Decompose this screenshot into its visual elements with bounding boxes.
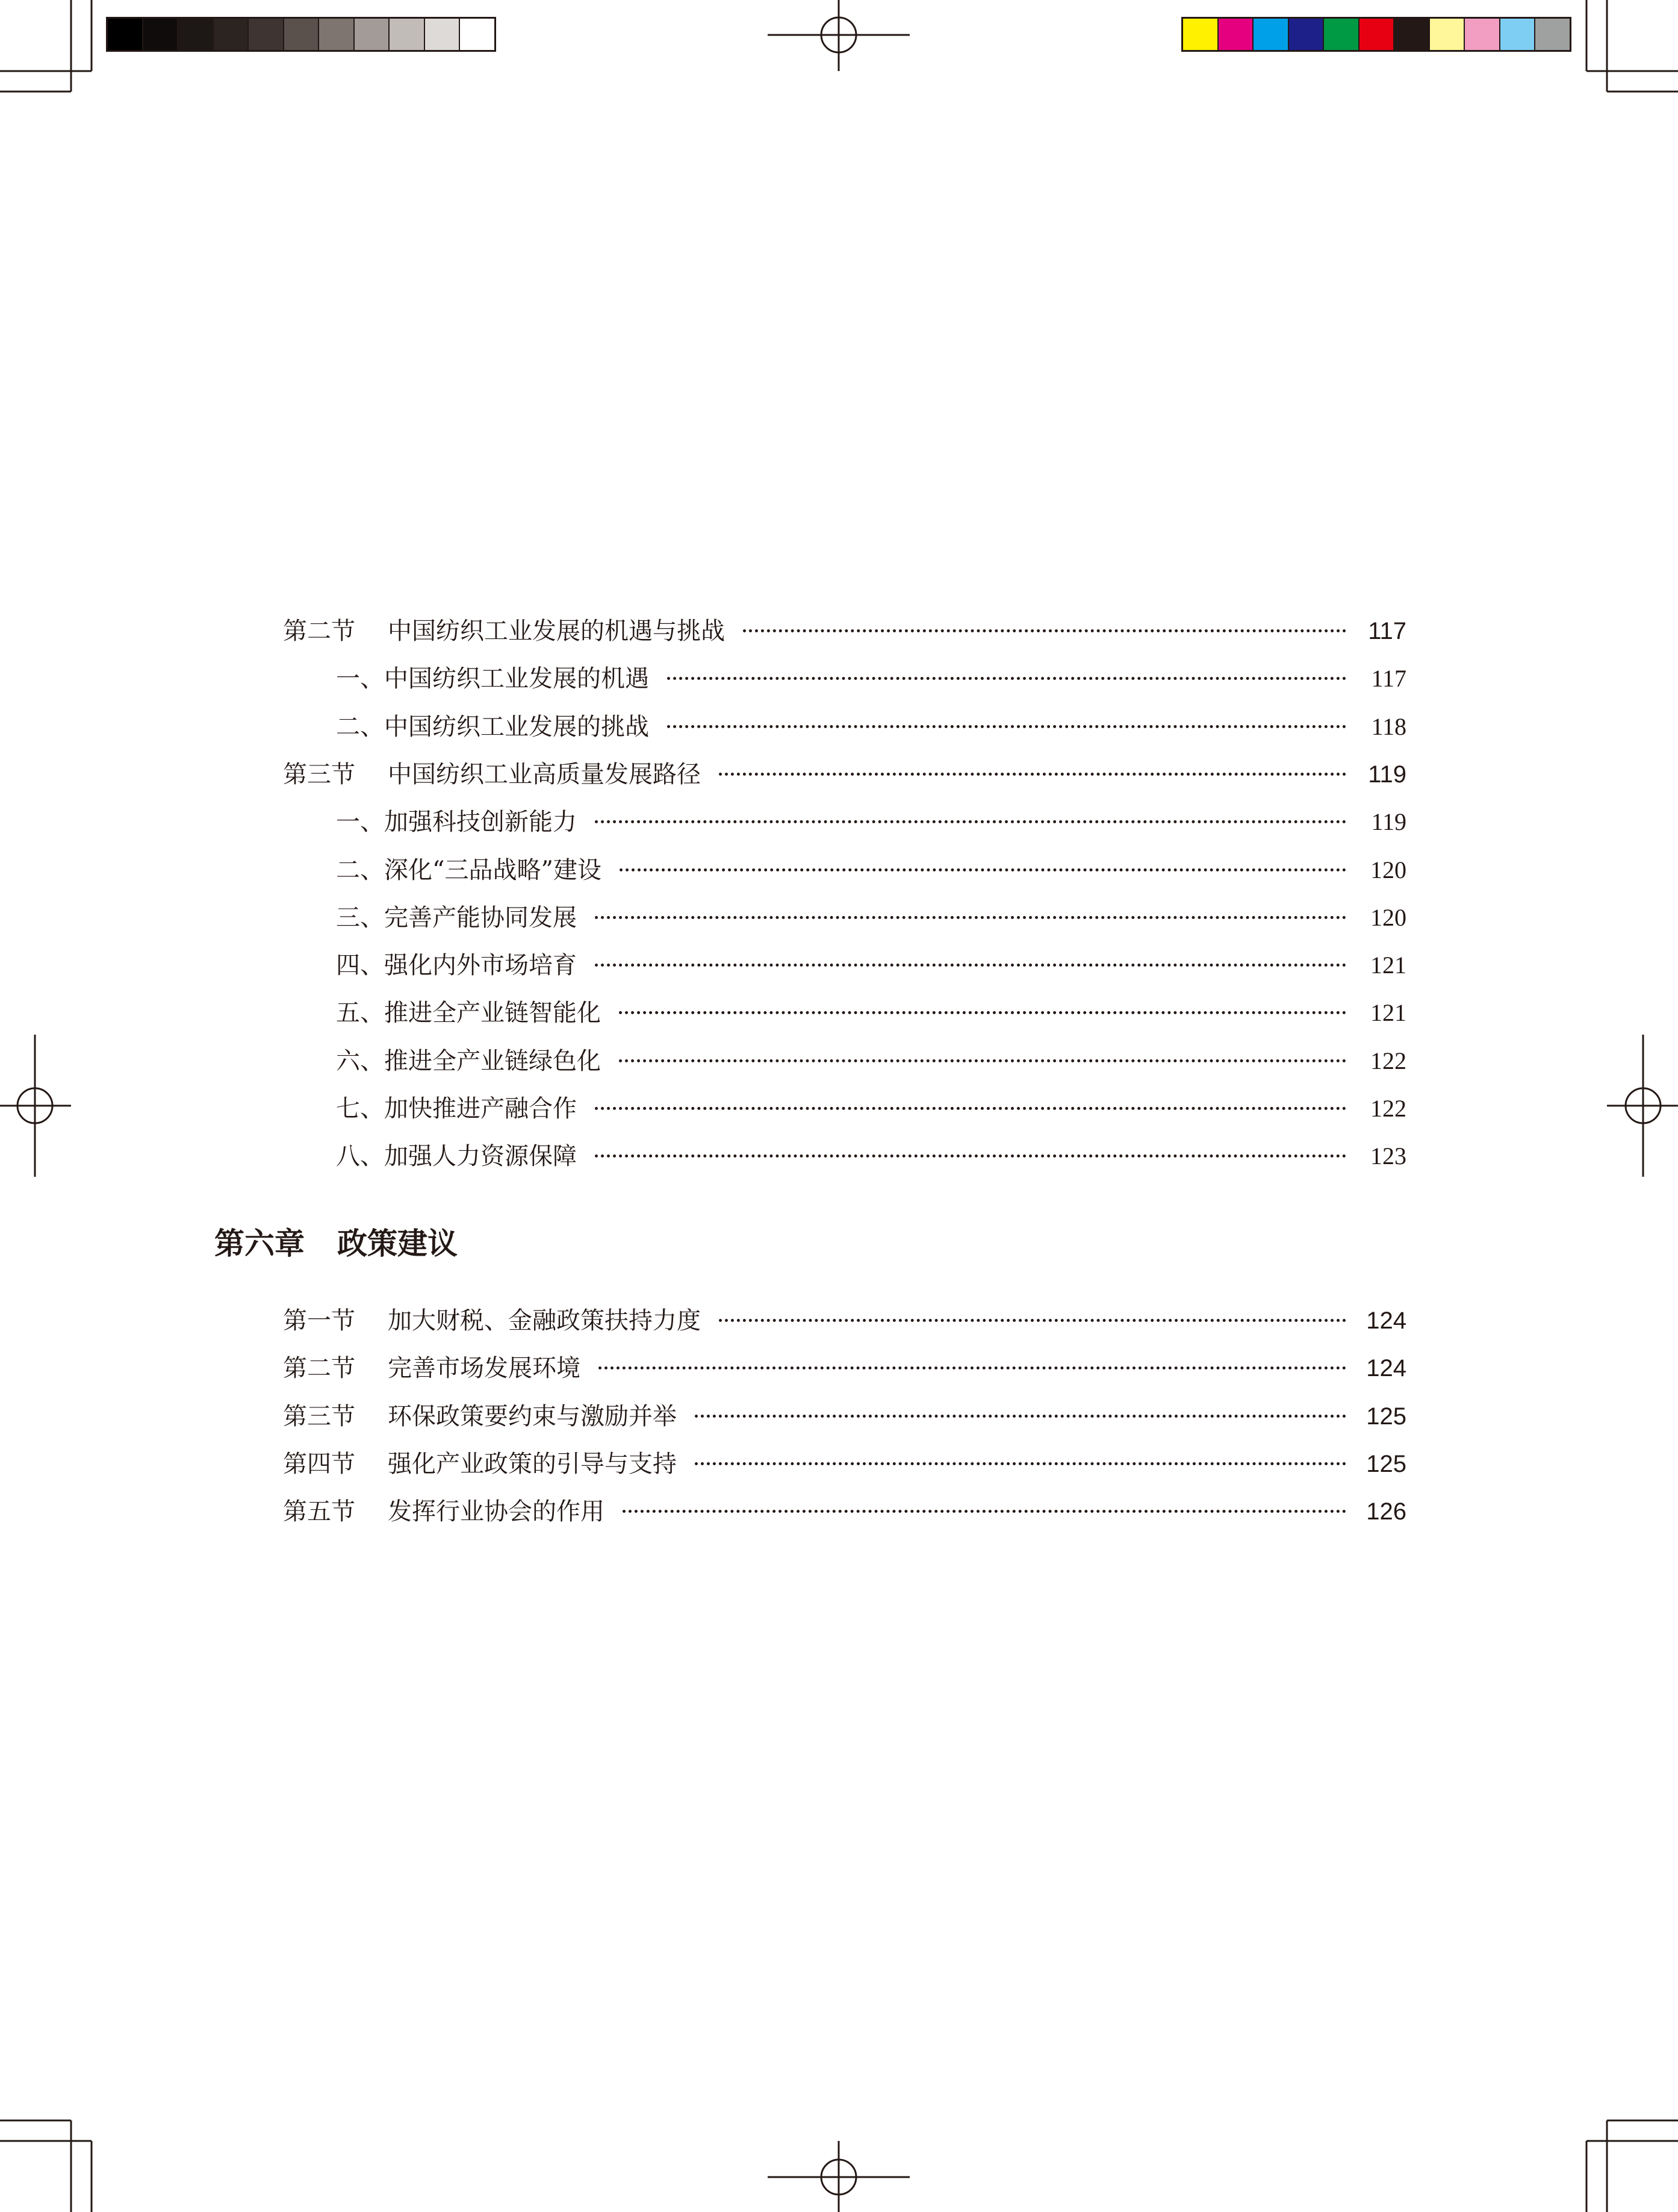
dot-leader: [595, 1154, 1346, 1157]
toc-subsection-entry[interactable]: [336, 1043, 1406, 1079]
entry-number: 第二节: [283, 1354, 355, 1382]
entry-title: 完善市场发展环境: [388, 1354, 580, 1382]
entry-label: [336, 1043, 601, 1079]
chapter-number: 第六章: [214, 1226, 305, 1261]
dot-leader: [595, 820, 1346, 823]
toc-subsection-entry[interactable]: [336, 995, 1406, 1031]
entry-number: 第三节: [283, 1403, 355, 1430]
toc-subsection-entry[interactable]: [336, 1138, 1406, 1174]
entry-label: [283, 1350, 580, 1386]
entry-label: [336, 1138, 577, 1174]
toc-subsection-entry[interactable]: [336, 661, 1406, 697]
entry-number: 三、: [336, 904, 384, 932]
entry-title: 中国纺织工业发展的机遇: [384, 665, 649, 693]
chapter-title: 政策建议: [337, 1226, 458, 1261]
dot-leader: [595, 964, 1346, 967]
entry-number: 第五节: [283, 1498, 355, 1525]
entry-number: 第二节: [283, 617, 355, 645]
entry-page-number: 126: [1366, 1498, 1406, 1525]
entry-number: 四、: [336, 952, 384, 979]
entry-page-number: 122: [1370, 1047, 1406, 1074]
toc-section-entry[interactable]: [283, 756, 1406, 793]
dot-leader: [595, 916, 1346, 919]
entry-page-number: 119: [1371, 808, 1406, 835]
dot-leader: [719, 773, 1346, 776]
entry-number: 一、: [336, 665, 384, 693]
dot-leader: [667, 677, 1346, 680]
entry-title: 推进全产业链智能化: [384, 999, 601, 1027]
toc-subsection-entry[interactable]: [336, 709, 1406, 745]
entry-page-number: 124: [1366, 1307, 1406, 1334]
entry-page-number: 125: [1366, 1451, 1406, 1477]
entry-label: [336, 709, 649, 745]
entry-title: 加强科技创新能力: [384, 808, 577, 836]
entry-number: 七、: [336, 1095, 384, 1123]
entry-title: 中国纺织工业高质量发展路径: [388, 761, 701, 788]
entry-label: [336, 900, 577, 936]
entry-number: 第三节: [283, 761, 355, 788]
entry-number: 二、: [336, 713, 384, 741]
toc-section-entry[interactable]: [283, 1303, 1406, 1339]
dot-leader: [695, 1462, 1346, 1465]
entry-page-number: 121: [1370, 999, 1406, 1026]
entry-title: 强化产业政策的引导与支持: [388, 1450, 677, 1478]
entry-title: 中国纺织工业发展的挑战: [384, 713, 649, 741]
entry-number: 八、: [336, 1142, 384, 1170]
entry-page-number: 122: [1370, 1095, 1406, 1122]
entry-number: 五、: [336, 999, 384, 1027]
entry-number: 二、: [336, 856, 384, 884]
toc-section-entry[interactable]: [283, 1398, 1406, 1435]
entry-page-number: 117: [1371, 665, 1406, 692]
entry-label: [336, 995, 601, 1031]
entry-page-number: 125: [1366, 1403, 1406, 1430]
entry-label: [336, 804, 577, 840]
dot-leader: [743, 629, 1346, 632]
entry-label: [336, 1091, 577, 1127]
entry-page-number: 123: [1370, 1142, 1406, 1170]
entry-page-number: 120: [1370, 904, 1406, 931]
entry-number: 第一节: [283, 1307, 355, 1335]
entry-label: [283, 1303, 701, 1339]
entry-title: 中国纺织工业发展的机遇与挑战: [388, 617, 725, 645]
toc-section-entry[interactable]: [283, 613, 1406, 649]
entry-title: 发挥行业协会的作用: [388, 1498, 604, 1525]
entry-label: [283, 1398, 677, 1435]
dot-leader: [623, 1510, 1346, 1513]
dot-leader: [620, 868, 1346, 871]
entry-title: 深化“三品战略”建设: [384, 856, 601, 884]
dot-leader: [619, 1059, 1346, 1062]
dot-leader: [667, 725, 1346, 728]
entry-title: 加快推进产融合作: [384, 1095, 577, 1123]
entry-title: 推进全产业链绿色化: [384, 1047, 601, 1075]
dot-leader: [695, 1415, 1346, 1418]
entry-page-number: 118: [1371, 713, 1406, 740]
entry-number: 一、: [336, 808, 384, 836]
dot-leader: [595, 1107, 1346, 1110]
dot-leader: [598, 1366, 1346, 1369]
toc-subsection-entry[interactable]: [336, 1091, 1406, 1127]
entry-page-number: 120: [1370, 856, 1406, 883]
entry-page-number: 117: [1368, 618, 1406, 644]
entry-label: [283, 1446, 677, 1482]
toc-section-entry[interactable]: [283, 1350, 1406, 1386]
entry-number: 第四节: [283, 1450, 355, 1478]
toc-section-entry[interactable]: [283, 1494, 1406, 1530]
entry-label: [283, 1494, 604, 1530]
entry-label: [336, 661, 649, 697]
toc-subsection-entry[interactable]: [336, 947, 1406, 983]
toc-subsection-entry[interactable]: [336, 900, 1406, 936]
entry-title: 完善产能协同发展: [384, 904, 577, 932]
entry-title: 加大财税、金融政策扶持力度: [388, 1307, 701, 1335]
dot-leader: [719, 1319, 1346, 1322]
entry-page-number: 124: [1366, 1355, 1406, 1382]
entry-page-number: 119: [1368, 761, 1406, 788]
entry-label: [283, 613, 725, 649]
entry-page-number: 121: [1370, 952, 1406, 979]
toc-section-entry[interactable]: [283, 1446, 1406, 1482]
toc-subsection-entry[interactable]: [336, 852, 1406, 888]
entry-label: [283, 756, 701, 793]
entry-title: 强化内外市场培育: [384, 952, 577, 979]
entry-title: 环保政策要约束与激励并举: [388, 1403, 677, 1430]
dot-leader: [619, 1011, 1346, 1014]
chapter-heading[interactable]: [214, 1223, 458, 1265]
entry-title: 加强人力资源保障: [384, 1142, 577, 1170]
entry-label: [336, 947, 577, 983]
entry-number: 六、: [336, 1047, 384, 1075]
toc-subsection-entry[interactable]: [336, 804, 1406, 840]
entry-label: [336, 852, 601, 888]
